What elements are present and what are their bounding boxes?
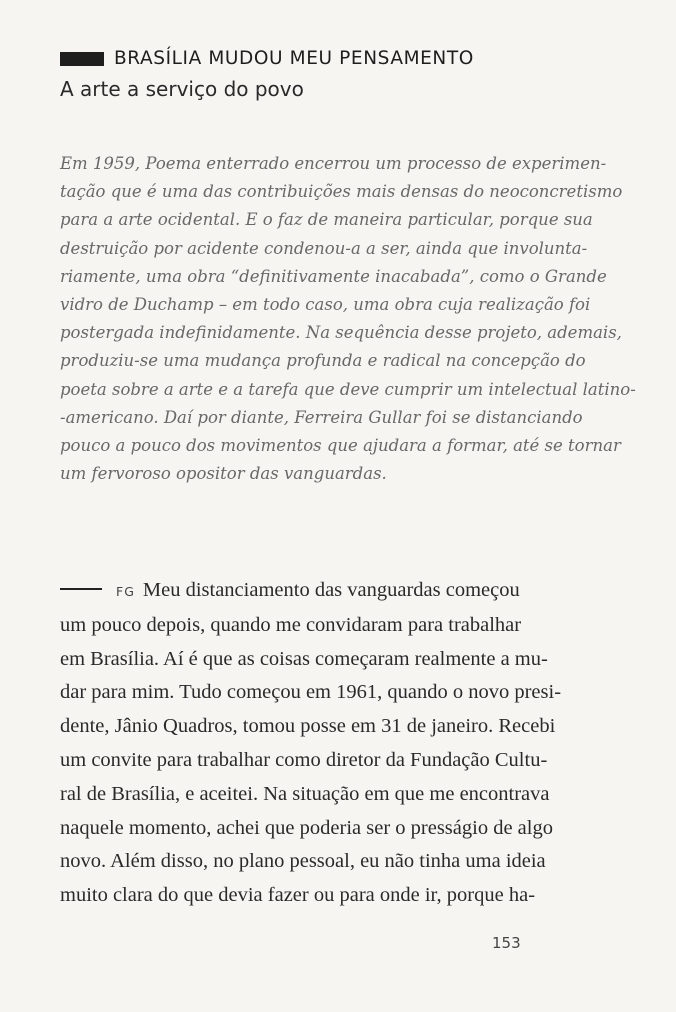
answer-line: um convite para trabalhar como diretor da Fundação Cultu- [60, 748, 548, 771]
answer-first-line [60, 574, 626, 609]
intro-line: produziu-se uma mudança profunda e radical na concepção do [60, 351, 586, 371]
intro-line: Em 1959, Poema enterrado encerrou um processo de experimen- [60, 154, 607, 173]
intro-line: riamente, uma obra “definitivamente inacabada”, como o Grande [60, 266, 607, 286]
answer-line: em Brasília. Aí é que as coisas começaram realmente a mu- [60, 647, 548, 670]
answer-line: dar para mim. Tudo começou em 1961, quando o novo presi- [60, 681, 562, 704]
intro-line: tação que é uma das contribuições mais densas do neoconcretismo [60, 182, 623, 202]
speaker-initials: FG [116, 584, 135, 599]
chapter-marker-bar [60, 52, 104, 66]
chapter-title: BRASÍLIA MUDOU MEU PENSAMENTO [114, 48, 474, 69]
intro-line: para a arte ocidental. E o faz de maneira particular, porque sua [60, 210, 593, 230]
intro-line: pouco a pouco dos movimentos que ajudara a formar, até se tornar [60, 436, 621, 456]
page-number: 153 [492, 934, 521, 952]
intro-line: postergada indefinidamente. Na sequência desse projeto, ademais, [60, 323, 622, 343]
intro-line: destruição por acidente condenou-a a ser, ainda que involunta- [60, 238, 588, 258]
answer-dash [60, 588, 102, 590]
answer-line: muito clara do que devia fazer ou para onde ir, porque ha- [60, 884, 536, 907]
answer-line: novo. Além disso, no plano pessoal, eu não tinha uma ideia [60, 850, 546, 873]
intro-line: vidro de Duchamp – em todo caso, uma obra cuja realização foi [60, 295, 591, 315]
chapter-title-row [60, 48, 620, 69]
intro-line: -americano. Daí por diante, Ferreira Gullar foi se distanciando [60, 407, 583, 427]
answer-line: ral de Brasília, e aceitei. Na situação em que me encontrava [60, 782, 550, 805]
chapter-header [60, 48, 620, 101]
interview-answer [60, 574, 626, 913]
answer-line: um pouco depois, quando me convidaram para trabalhar [60, 613, 522, 636]
answer-line: Meu distanciamento das vanguardas começou [142, 579, 520, 601]
answer-line: dente, Jânio Quadros, tomou posse em 31 de janeiro. Recebi [60, 715, 556, 738]
intro-paragraph [60, 150, 636, 488]
intro-line: um fervoroso opositor das vanguardas. [60, 464, 387, 484]
chapter-subtitle: A arte a serviço do povo [60, 77, 304, 101]
answer-line: naquele momento, achei que poderia ser o presságio de algo [60, 816, 553, 839]
intro-line: poeta sobre a arte e a tarefa que deve cumprir um intelectual latino- [60, 379, 636, 399]
